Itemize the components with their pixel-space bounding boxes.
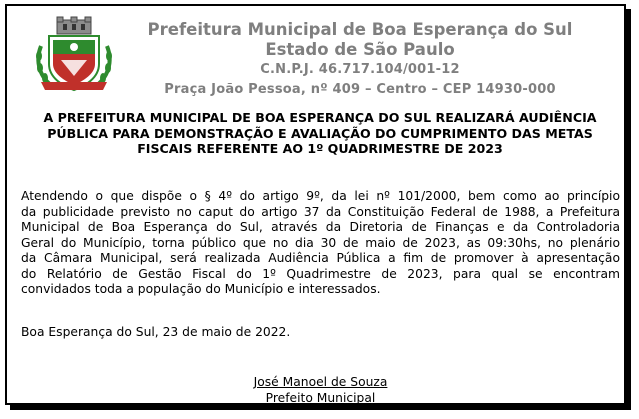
- date-line: Boa Esperança do Sul, 23 de maio de 2022.: [21, 325, 291, 339]
- letterhead: [127, 20, 593, 100]
- notice-body: [21, 189, 620, 298]
- coat-of-arms-logo: [33, 16, 115, 94]
- body-line: do Relatório de Gestão Fiscal do 1º Quadrimestre de 2023, para qual se encontram: [21, 266, 620, 281]
- title-line: A PREFEITURA MUNICIPAL DE BOA ESPERANÇA DO SUL REALIZARÁ AUDIÊNCIA: [43, 110, 597, 125]
- signatory-name: José Manoel de Souza: [253, 375, 388, 389]
- body-line: Geral do Município, torna público que no dia 30 de maio de 2023, as 09:30hs, no plenário: [21, 235, 620, 250]
- title-line: PÚBLICA PARA DEMONSTRAÇÃO E AVALIAÇÃO DO CUMPRIMENTO DAS METAS: [47, 125, 593, 141]
- signature-block: [21, 374, 620, 406]
- document-frame: [5, 4, 626, 405]
- body-line: Municipal de Boa Esperança do Sul, através da Diretoria de Finanças e da Controladoria: [21, 220, 620, 234]
- body-line: Atendendo o que dispõe o § 4º do artigo 9º, da lei nº 101/2000, bem como ao princípio: [21, 189, 620, 203]
- body-line: convidados toda a população do Município e interessados.: [21, 282, 381, 296]
- address: Praça João Pessoa, nº 409 – Centro – CEP 14930-000: [164, 82, 556, 97]
- body-line: da publicidade previsto no caput do artigo 37 da Constituição Federal de 1988, a Prefeitura: [21, 204, 620, 219]
- title-line: FISCAIS REFERENTE AO 1º QUADRIMESTRE DE 2023: [137, 141, 503, 156]
- notice-title: [21, 110, 619, 157]
- cnpj: C.N.P.J. 46.717.104/001-12: [260, 62, 460, 77]
- state-name: Estado de São Paulo: [265, 40, 455, 59]
- municipality-name: Prefeitura Municipal de Boa Esperança do Sul: [147, 20, 573, 39]
- signatory-role: Prefeito Municipal: [265, 391, 376, 405]
- body-line: da Câmara Municipal, será realizada Audiência Pública a fim de promover à apresentação: [21, 251, 620, 265]
